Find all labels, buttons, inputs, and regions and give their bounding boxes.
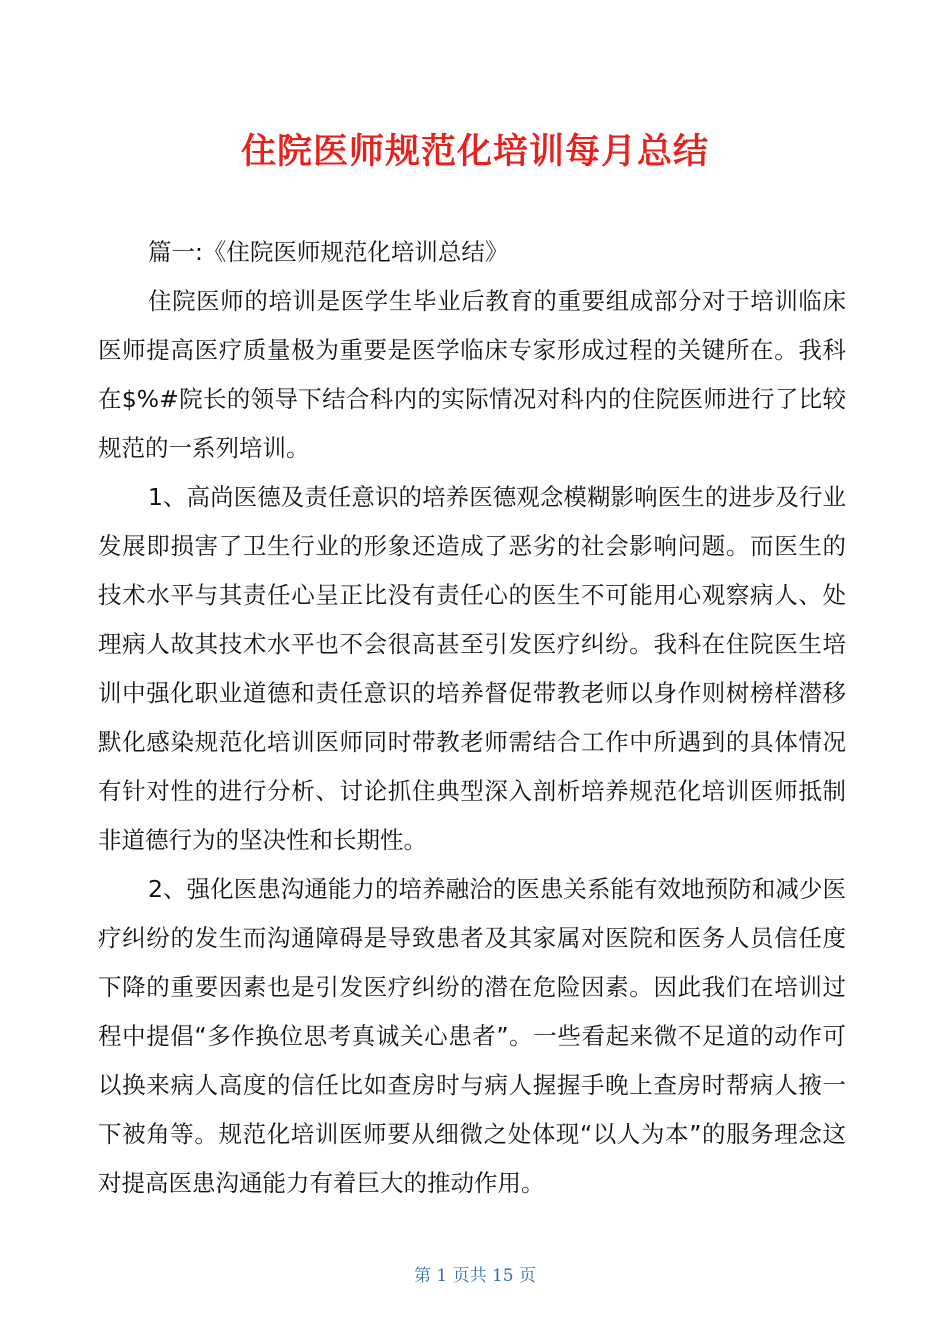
- paragraph-communication: 2、强化医患沟通能力的培养融洽的医患关系能有效地预防和减少医疗纠纷的发生而沟通障碍是导致患者及其家属对医院和医务人员信任度下降的重要因素也是引发医疗纠纷的潜在危险因素。因此我们在培训过程中提倡“多作换位思考真诚关心患者”。一些看起来微不足道的动作可以换来病人高度的信任比如查房时与病人握握手晚上查房时帮病人掖一下被角等。规范化培训医师要从细微之处体现“以人为本”的服务理念这对提高医患沟通能力有着巨大的推动作用。: [98, 875, 846, 1197]
- section-heading: 篇一:《住院医师规范化培训总结》: [148, 238, 509, 266]
- paragraph-ethics: 1、高尚医德及责任意识的培养医德观念模糊影响医生的进步及行业发展即损害了卫生行业的形象还造成了恶劣的社会影响问题。而医生的技术水平与其责任心呈正比没有责任心的医生不可能用心观察病人、处理病人故其技术水平也不会很高甚至引发医疗纠纷。我科在住院医生培训中强化职业道德和责任意识的培养督促带教老师以身作则树榜样潜移默化感染规范化培训医师同时带教老师需结合工作中所遇到的具体情况有针对性的进行分析、讨论抓住典型深入剖析培养规范化培训医师抵制非道德行为的坚决性和长期性。: [98, 483, 846, 854]
- page-number-footer: 第 1 页共 15 页: [413, 1266, 537, 1286]
- document-body: [98, 228, 846, 1208]
- document-title: 住院医师规范化培训每月总结: [240, 132, 709, 173]
- paragraph-intro: 住院医师的培训是医学生毕业后教育的重要组成部分对于培训临床医师提高医疗质量极为重要是医学临床专家形成过程的关键所在。我科在$%#院长的领导下结合科内的实际情况对科内的住院医师进行了比较规范的一系列培训。: [98, 287, 846, 462]
